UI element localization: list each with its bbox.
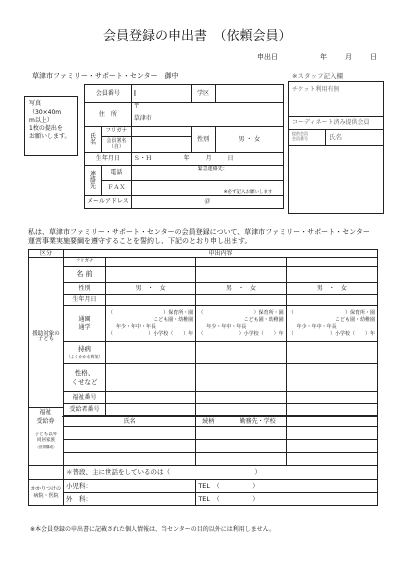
family2-workplace[interactable]	[286, 440, 377, 453]
fax-field[interactable]	[131, 181, 283, 196]
applicant-table	[84, 84, 284, 209]
family1-name[interactable]	[64, 427, 196, 440]
recipient-no-label: 受給者番号	[64, 404, 106, 416]
family3-name[interactable]	[64, 453, 196, 466]
era-text: Ｓ・Ｈ	[133, 155, 152, 162]
furigana-field[interactable]	[131, 127, 191, 137]
child3-illness[interactable]	[286, 342, 377, 364]
child2-welfare-no[interactable]	[196, 392, 286, 404]
emergency-label: 緊急連絡先：	[197, 166, 228, 172]
pediatric-field[interactable]: 小児科：	[64, 480, 196, 493]
staff-member-no-sub: 会員番号	[292, 136, 308, 141]
family2-relation[interactable]	[196, 440, 286, 453]
school-label: 通園 通学	[64, 306, 106, 342]
date-year: 年	[320, 53, 327, 61]
staff-coordinate: コーディネート済み提供会員	[292, 119, 370, 126]
child3-recipient-no[interactable]	[286, 404, 377, 416]
col-section-header: 区分	[29, 250, 64, 258]
statement-text: 私は、草津市ファミリー・サポート・センターの会員登録について、草津市ファミリー・サポート・センター運営事業実施要綱を遵守することを誓約し、下記のとおり申し出ます。	[28, 228, 370, 245]
photo-size-2: m以上）	[29, 117, 53, 124]
required-note: ※必ず記入お願いします	[223, 189, 273, 195]
welfare-section-label: 福祉 受給券	[29, 408, 62, 432]
photo-box	[24, 96, 78, 156]
member-no-label: 会員番号	[85, 85, 132, 103]
child1-personality[interactable]	[105, 364, 195, 392]
date-day: 日	[370, 53, 377, 61]
welfare-no-label: 福祉番号	[64, 392, 106, 404]
child1-school[interactable]: （ ）保育所・園 こども園・幼稚園 年少・年中・年長 （ ）小学校（ ）年	[105, 306, 195, 342]
family-workplace-header	[286, 417, 377, 427]
child2-name[interactable]	[196, 267, 286, 283]
child3-welfare-no[interactable]	[286, 392, 377, 404]
footer-note: ※本会員登録の申出書に記載された個人情報は、当センターの目的以外には利用しません。	[30, 526, 276, 533]
staff-member-no-label: 提供会員	[292, 131, 308, 136]
photo-size: （30×40m	[29, 109, 62, 116]
family-relation-header: 続柄 勤務先・学校	[196, 417, 286, 427]
phone-label: 電話	[101, 166, 131, 181]
birth-day: 日	[227, 155, 234, 162]
signature-field[interactable]	[131, 137, 191, 153]
child-birth-label: 生年月日	[64, 295, 106, 306]
family-name-header: 氏名	[64, 417, 196, 427]
child-furigana-label: フリガナ	[64, 258, 106, 267]
staff-box-title: ※スタッフ記入欄	[292, 72, 343, 80]
date-label: 申出日	[257, 53, 278, 61]
caregiver-field[interactable]: ＊普段、主に世話をしているのは（ ）	[64, 466, 378, 480]
child3-furigana[interactable]	[286, 258, 377, 267]
contact-side-label: 連絡先	[85, 166, 102, 196]
child1-recipient-no[interactable]	[105, 404, 195, 416]
family3-relation[interactable]	[196, 453, 286, 466]
birth-month: 月	[205, 155, 212, 162]
addressee: 草津市ファミリー・サポート・センター 御中	[32, 72, 179, 80]
child2-birth[interactable]	[196, 295, 286, 306]
child2-gender[interactable]: 男 ・ 女	[196, 283, 286, 295]
birth-label: 生年月日	[85, 153, 132, 166]
child2-personality[interactable]	[196, 364, 286, 392]
child-section-label: 援助対象の子ども	[29, 258, 64, 417]
staff-ticket: チケット利用有無	[292, 86, 340, 93]
child3-school[interactable]: （ ）保育所・園 こども園・幼稚園 年少・年中・年長 （ ）小学校（ ）年	[286, 306, 377, 342]
family3-workplace[interactable]	[286, 453, 377, 466]
date-month: 月	[345, 53, 352, 61]
member-no-field[interactable]: Ⅰ	[131, 85, 191, 103]
gender-label: 性別	[191, 127, 215, 153]
child3-birth[interactable]	[286, 295, 377, 306]
photo-note-1: 1枚の提出を	[29, 125, 63, 132]
photo-title: 写真	[29, 100, 42, 107]
staff-name: 氏名	[329, 133, 342, 141]
child1-gender[interactable]: 男 ・ 女	[105, 283, 195, 295]
personality-label: 性格、 くせなど	[64, 364, 106, 392]
district-label: 学区	[191, 85, 215, 103]
child1-illness[interactable]	[105, 342, 195, 364]
child2-school[interactable]: （ ）保育所・園 こども園・幼稚園 年少・年中・年長 （ ）小学校（ ）年	[196, 306, 286, 342]
furigana-label: フリガナ	[101, 127, 131, 137]
signature-label: 会員署名 （自）	[101, 137, 131, 153]
birth-year: 年	[183, 155, 190, 162]
family1-workplace[interactable]	[286, 427, 377, 440]
birth-field[interactable]	[131, 153, 283, 166]
mail-label: メールアドレス	[85, 196, 132, 209]
child1-furigana[interactable]	[105, 258, 195, 267]
surgery-field[interactable]: 外 科：	[64, 493, 196, 506]
district-field[interactable]	[215, 85, 284, 103]
col-content-header: 申出内容	[64, 250, 378, 258]
family-section-label: 子ども以外 同居家族 （世帯構成）	[29, 417, 64, 466]
photo-note-2: お願いします。	[29, 133, 71, 140]
registration-grid	[28, 249, 378, 506]
child3-gender[interactable]: 男 ・ 女	[286, 283, 377, 295]
mail-field[interactable]: ＠	[131, 196, 283, 209]
child2-furigana[interactable]	[196, 258, 286, 267]
form-title: 会員登録の申出書 （依頼会員）	[103, 29, 292, 44]
city-text: 草津市	[133, 115, 152, 122]
fax-label: ＦＡＸ	[101, 181, 131, 196]
surgery-tel[interactable]: TEL （ ）	[196, 493, 378, 506]
address-field[interactable]	[131, 103, 283, 127]
family1-relation[interactable]	[196, 427, 286, 440]
caregiver-spacer	[29, 466, 64, 480]
phone-field[interactable]	[131, 166, 283, 181]
gender-options[interactable]: 男 ・ 女	[215, 127, 284, 153]
child-name-label: 名 前	[64, 267, 106, 283]
child-gender-label: 性別	[64, 283, 106, 295]
child2-recipient-no[interactable]	[196, 404, 286, 416]
doctor-section-label: かかりつけの 病院・医院	[29, 480, 64, 506]
child2-illness[interactable]	[196, 342, 286, 364]
address-label: 住 所	[85, 103, 132, 127]
postal-mark: 〒	[133, 103, 140, 110]
illness-label: 持病 （よくかかる病気）	[64, 342, 106, 364]
pediatric-tel[interactable]: TEL （ ）	[196, 480, 378, 493]
staff-box	[288, 81, 384, 214]
child1-name[interactable]	[105, 267, 195, 283]
child1-welfare-no[interactable]	[105, 392, 195, 404]
child1-birth[interactable]	[105, 295, 195, 306]
name-side-label: 氏名	[85, 127, 102, 153]
child3-personality[interactable]	[286, 364, 377, 392]
family2-name[interactable]	[64, 440, 196, 453]
child3-name[interactable]	[286, 267, 377, 283]
